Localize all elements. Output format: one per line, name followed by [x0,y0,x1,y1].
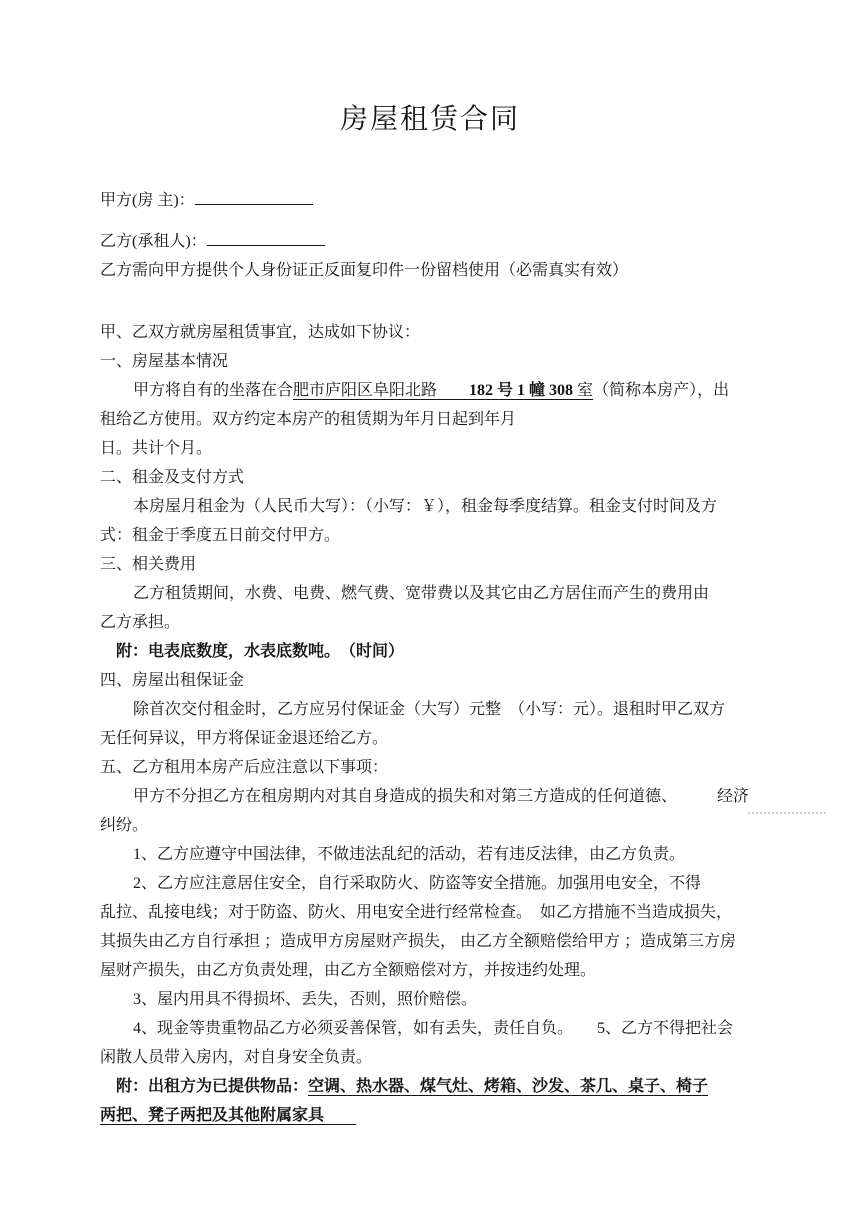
party-b-line [100,227,772,256]
blank-line [100,285,772,314]
text-segment: 乙方(承租人)： [100,233,207,250]
text-segment: 式：租金于季度五日前交付甲方。 [100,527,341,544]
item-3 [100,985,772,1014]
item-2 [100,869,772,898]
text-segment: 182 号 1 幢 308 [469,382,574,399]
fees-line [100,579,772,608]
text-segment: 乙方承担。 [100,614,181,631]
document-title: 房屋租赁合同 [339,104,520,135]
text-segment: 甲方(房 主)： [100,192,195,209]
text-segment: 乙方需向甲方提供个人身份证正反面复印件一份留档使用（必需真实有效） [100,262,629,279]
lease-term-line-2 [100,434,772,463]
text-segment: 甲方不分担乙方在租房期内对其自身造成的损失和对第三方造成的任何道德、 经济 [133,788,750,805]
provided-items-line [100,1072,772,1101]
text-segment: 室 [573,382,594,399]
item-2-line-2 [100,898,772,927]
rent-amount-line [100,492,772,521]
text-segment: 除首次交付租金时，乙方应另付保证金（大写）元整 （小写：元）。退租时甲乙双方 [133,701,726,718]
fill-in-blank [207,231,325,246]
text-segment: 无任何异议，甲方将保证金退还给乙方。 [100,730,389,747]
item-4-and-5 [100,1014,772,1043]
text-segment: 屋财产损失，由乙方负责处理，由乙方全额赔偿对方，并按违约处理。 [100,962,597,979]
provided-items-line-2 [100,1101,772,1130]
text-segment: 一、房屋基本情况 [100,353,229,370]
section-3-heading [100,550,772,579]
fees-line-2 [100,608,772,637]
text-segment: 三、相关费用 [100,556,197,573]
agreement-intro [100,318,772,347]
property-address-line [100,376,772,405]
text-segment: 纠纷。 [100,817,149,834]
text-segment: 空调、热水器、煤气灶、烤箱、沙发、茶几、桌子、椅子 [308,1078,709,1095]
section-2-heading [100,463,772,492]
text-segment: 租给乙方使用。双方约定本房产的租赁期为年月日起到年月 [100,411,517,428]
text-segment: 3、屋内用具不得损坏、丢失，否则，照价赔偿。 [133,991,478,1008]
section-4-heading [100,666,772,695]
text-segment: 4、现金等贵重物品乙方必须妥善保管，如有丢失，责任自负。 5、乙方不得把社会 [133,1020,734,1037]
text-segment: 肥市庐阳区阜阳北路 [293,382,470,399]
text-segment: 甲方将自有的坐落在合 [133,382,294,399]
text-segment: 乙方租赁期间，水费、电费、燃气费、宽带费以及其它由乙方居住而产生的费用由 [133,585,710,602]
spellcheck-dotted-line [748,812,826,814]
section-1-heading [100,347,772,376]
text-segment: 甲、乙双方就房屋租赁事宜，达成如下协议： [100,324,421,341]
text-segment: 四、房屋出租保证金 [100,672,245,689]
item-2-line-3 [100,927,772,956]
party-a-line [100,186,772,215]
meter-note [100,637,772,666]
text-segment: （简称本房产），出 [593,382,730,399]
text-segment: 其损失由乙方自行承担 ；造成甲方房屋财产损失， 由乙方全额赔偿给甲方 ；造成第三方房 [100,933,737,950]
rent-payment-line [100,521,772,550]
item-5-line-2 [100,1043,772,1072]
text-segment: 二、租金及支付方式 [100,469,245,486]
text-segment: 日。共计个月。 [100,440,213,457]
lease-term-line [100,405,772,434]
text-segment: 乱拉、乱接电线；对于防盗、防火、用电安全进行经常检查。 如乙方措施不当造成损失， [100,904,733,921]
text-segment: 1、乙方应遵守中国法律，不做违法乱纪的活动，若有违反法律，由乙方负责。 [133,846,686,863]
text-segment: 两把、凳子两把及其他附属家具 [100,1107,357,1124]
deposit-line-2 [100,724,772,753]
text-segment: 附：出租方为已提供物品： [116,1078,309,1095]
item-1 [100,840,772,869]
text-segment: 本房屋月租金为（人民币大写）：（小写：￥），租金每季度结算。租金支付时间及方 [133,498,718,515]
liability-line [100,782,772,811]
text-segment: 附：电表底数度，水表底数吨。 （时间） [116,643,405,660]
liability-line-2 [100,811,772,840]
item-2-line-4 [100,956,772,985]
text-segment: 闲散人员带入房内，对自身安全负责。 [100,1049,373,1066]
text-segment: 2、乙方应注意居住安全，自行采取防火、防盗等安全措施。加强用电安全，不得 [133,875,702,892]
text-segment: 五、乙方租用本房产后应注意以下事项： [100,759,389,776]
id-copy-note [100,256,772,285]
deposit-line [100,695,772,724]
section-5-heading [100,753,772,782]
fill-in-blank [195,190,313,205]
document-body [100,186,772,1130]
